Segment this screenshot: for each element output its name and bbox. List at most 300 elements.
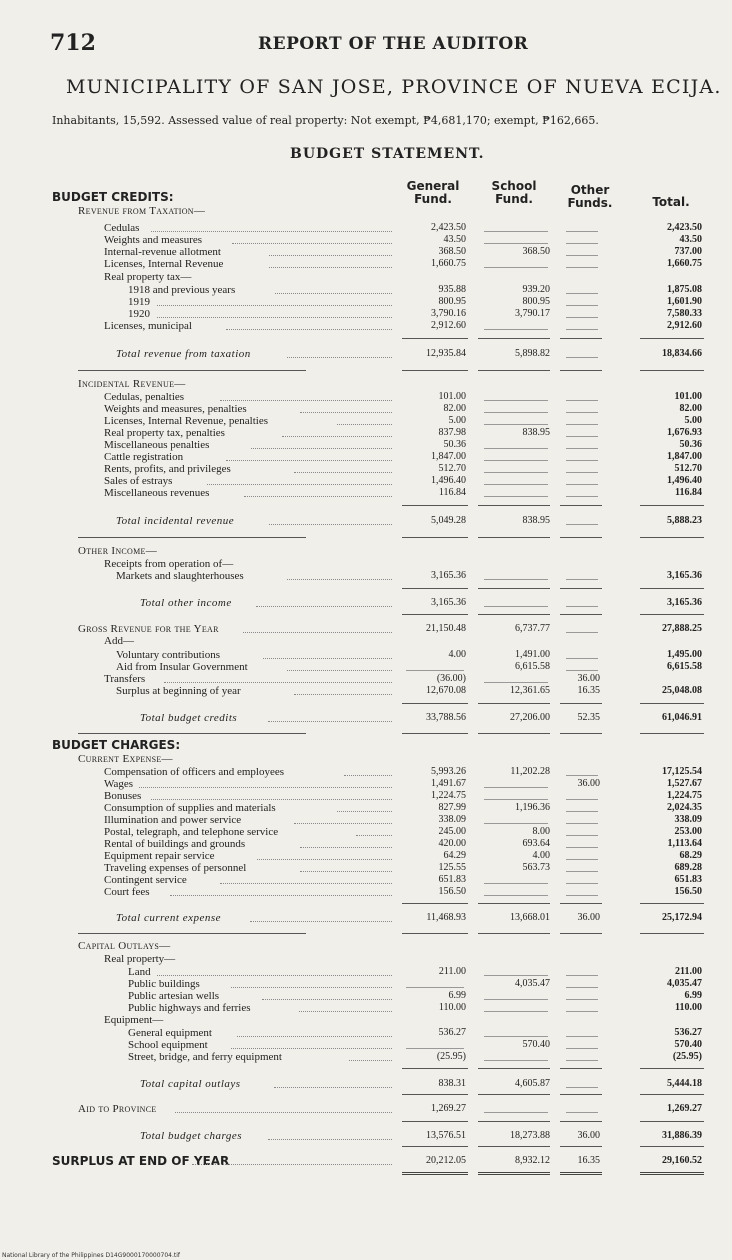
blank-cell-line <box>484 787 548 788</box>
total-value: 651.83 <box>674 874 702 885</box>
blank-cell-line <box>566 329 598 330</box>
total-value: 50.36 <box>679 439 702 450</box>
row-label: Licenses, municipal <box>104 320 192 332</box>
general-fund-value: 64.29 <box>443 850 466 861</box>
row-label: Contingent service <box>104 874 187 886</box>
blank-cell-line <box>484 579 548 580</box>
dot-leader <box>243 632 392 633</box>
blank-cell-line <box>566 317 598 318</box>
total-value: 25,048.08 <box>662 685 702 696</box>
general-fund-value: 211.00 <box>438 966 466 977</box>
school-fund-value: 6,615.58 <box>515 661 550 672</box>
table-row <box>0 545 732 557</box>
school-fund-value: 3,790.17 <box>515 308 550 319</box>
statement-title: BUDGET STATEMENT. <box>290 146 485 162</box>
rule-line <box>640 933 704 934</box>
row-label: Compensation of officers and employees <box>104 766 285 778</box>
rule-line <box>478 1146 550 1147</box>
row-label: Real property tax— <box>104 271 192 283</box>
blank-cell-line <box>484 448 548 449</box>
general-fund-value: 50.36 <box>443 439 466 450</box>
scan-footer: National Library of the Philippines D14G9000170000704.tif <box>2 1252 181 1259</box>
blank-cell-line <box>566 400 598 401</box>
row-label: 1918 and previous years <box>128 284 236 296</box>
total-value: 25,172.94 <box>662 912 702 923</box>
row-label: Total incidental revenue <box>116 515 235 527</box>
rule-line <box>402 505 468 506</box>
general-fund-value: 651.83 <box>438 874 466 885</box>
blank-cell-line <box>566 658 598 659</box>
table-row <box>0 1014 732 1026</box>
rule-line <box>402 903 468 904</box>
row-label: Land <box>128 966 151 978</box>
rule-line <box>478 370 550 371</box>
dot-leader <box>207 484 392 485</box>
general-fund-value: 125.55 <box>438 862 466 873</box>
rule-line <box>478 703 550 704</box>
blank-cell-line <box>566 255 598 256</box>
blank-cell-line <box>566 1011 598 1012</box>
blank-cell-line <box>484 883 548 884</box>
table-row <box>0 1130 732 1142</box>
table-row <box>0 712 732 724</box>
column-total: Total. <box>652 195 690 209</box>
row-label: Street, bridge, and ferry equipment <box>128 1051 282 1063</box>
table-row <box>0 284 732 296</box>
dot-leader <box>226 460 392 461</box>
school-fund-value: 368.50 <box>522 246 550 257</box>
total-value: 3,165.36 <box>667 597 702 608</box>
total-value: 737.00 <box>674 246 702 257</box>
blank-cell-line <box>566 823 598 824</box>
blank-cell-line <box>566 524 598 525</box>
total-value: 29,160.52 <box>662 1155 702 1166</box>
row-label: Capital Outlays— <box>78 940 171 952</box>
general-fund-value: 33,788.56 <box>426 712 466 723</box>
row-label: Surplus at beginning of year <box>116 685 241 697</box>
total-value: 116.84 <box>675 487 702 498</box>
total-value: 5,888.23 <box>667 515 702 526</box>
table-row <box>0 1155 732 1167</box>
rule-line <box>402 1068 468 1069</box>
blank-cell-line <box>566 231 598 232</box>
total-value: 570.40 <box>674 1039 702 1050</box>
school-fund-value: 6,737.77 <box>515 623 550 634</box>
blank-cell-line <box>484 267 548 268</box>
dot-leader <box>344 775 392 776</box>
blank-cell-line <box>566 606 598 607</box>
dot-leader <box>287 357 392 358</box>
row-label: Add— <box>104 635 134 647</box>
table-row <box>0 415 732 427</box>
table-row <box>0 378 732 390</box>
dot-leader <box>220 400 392 401</box>
blank-cell-line <box>566 975 598 976</box>
row-label: Other Income— <box>78 545 158 557</box>
total-value: 253.00 <box>674 826 702 837</box>
rule-line <box>640 733 704 734</box>
total-value: 110.00 <box>675 1002 702 1013</box>
rule-line <box>78 733 306 734</box>
table-row <box>0 739 732 751</box>
blank-cell-line <box>566 424 598 425</box>
dot-leader <box>237 1036 392 1037</box>
total-value: 211.00 <box>675 966 702 977</box>
rule-line <box>478 1172 550 1175</box>
row-label: SURPLUS AT END OF YEAR <box>52 1154 230 1168</box>
total-value: 2,423.50 <box>667 222 702 233</box>
rule-line <box>478 1068 550 1069</box>
total-value: 5,444.18 <box>667 1078 702 1089</box>
row-label: Internal-revenue allotment <box>104 246 221 258</box>
dot-leader <box>294 694 392 695</box>
dot-leader <box>282 436 392 437</box>
total-value: 1,875.08 <box>667 284 702 295</box>
row-label: Markets and slaughterhouses <box>116 570 244 582</box>
general-fund-value: 82.00 <box>443 403 466 414</box>
dot-leader <box>157 317 392 318</box>
general-fund-value: 838.31 <box>438 1078 466 1089</box>
blank-cell-line <box>566 987 598 988</box>
row-label: Cattle registration <box>104 451 184 463</box>
other-funds-value: 36.00 <box>577 912 600 923</box>
dot-leader <box>263 658 392 659</box>
row-label: Licenses, Internal Revenue <box>104 258 224 270</box>
table-row <box>0 451 732 463</box>
table-row <box>0 487 732 499</box>
dot-leader <box>262 999 392 1000</box>
blank-cell-line <box>566 895 598 896</box>
column-school-fund: School Fund. <box>491 179 537 206</box>
blank-cell-line <box>484 243 548 244</box>
table-row <box>0 1002 732 1014</box>
table-row <box>0 661 732 673</box>
row-label: General equipment <box>128 1027 212 1039</box>
blank-cell-line <box>566 1036 598 1037</box>
blank-cell-line <box>566 859 598 860</box>
dot-leader <box>192 1164 392 1165</box>
rule-line <box>560 614 602 615</box>
row-label: Current Expense— <box>78 753 173 765</box>
dot-leader <box>231 987 392 988</box>
general-fund-value: 1,847.00 <box>431 451 466 462</box>
table-row <box>0 475 732 487</box>
blank-cell-line <box>566 799 598 800</box>
column-other-funds: Other Funds. <box>567 183 613 210</box>
school-fund-value: 4,605.87 <box>515 1078 550 1089</box>
school-fund-value: 1,491.00 <box>515 649 550 660</box>
blank-cell-line <box>484 1036 548 1037</box>
total-value: 338.09 <box>674 814 702 825</box>
table-row <box>0 1039 732 1051</box>
general-fund-value: 827.99 <box>438 802 466 813</box>
row-label: Aid from Insular Government <box>116 661 248 673</box>
blank-cell-line <box>484 1011 548 1012</box>
dot-leader <box>244 496 392 497</box>
blank-cell-line <box>566 811 598 812</box>
general-fund-value: (25.95) <box>436 1051 466 1062</box>
blank-cell-line <box>484 1060 548 1061</box>
dot-leader <box>139 787 392 788</box>
general-fund-value: 1,491.67 <box>431 778 466 789</box>
dot-leader <box>268 1139 392 1140</box>
table-row <box>0 570 732 582</box>
school-fund-value: 838.95 <box>522 515 550 526</box>
inhabitants-line: Inhabitants, 15,592. Assessed value of real property: Not exempt, ₱4,681,170; exempt, ₱162,665. <box>52 114 599 127</box>
rule-line <box>478 614 550 615</box>
dot-leader <box>157 305 392 306</box>
dot-leader <box>170 895 392 896</box>
row-label: Aid to Province <box>78 1103 157 1115</box>
rule-line <box>402 614 468 615</box>
table-row <box>0 1078 732 1090</box>
general-fund-value: 1,269.27 <box>431 1103 466 1114</box>
general-fund-value: 3,165.36 <box>431 597 466 608</box>
row-label: Transfers <box>104 673 146 685</box>
general-fund-value: 800.95 <box>438 296 466 307</box>
general-fund-value: 5.00 <box>448 415 466 426</box>
row-label: Public artesian wells <box>128 990 220 1002</box>
general-fund-value: 338.09 <box>438 814 466 825</box>
table-row <box>0 826 732 838</box>
table-row <box>0 966 732 978</box>
general-fund-value: 512.70 <box>438 463 466 474</box>
rule-line <box>640 537 704 538</box>
rule-line <box>640 703 704 704</box>
blank-cell-line <box>484 472 548 473</box>
row-label: Miscellaneous penalties <box>104 439 210 451</box>
total-value: 1,224.75 <box>667 790 702 801</box>
other-funds-value: 16.35 <box>577 685 600 696</box>
rule-line <box>640 588 704 589</box>
blank-cell-line <box>484 606 548 607</box>
row-label: Total current expense <box>116 912 222 924</box>
row-label: Incidental Revenue— <box>78 378 186 390</box>
table-row <box>0 391 732 403</box>
table-row <box>0 940 732 952</box>
school-fund-value: 8,932.12 <box>515 1155 550 1166</box>
row-label: BUDGET CHARGES: <box>52 738 181 752</box>
blank-cell-line <box>566 357 598 358</box>
general-fund-value: 1,224.75 <box>431 790 466 801</box>
total-value: 1,269.27 <box>667 1103 702 1114</box>
rule-line <box>402 537 468 538</box>
rule-line <box>478 903 550 904</box>
school-fund-value: 1,196.36 <box>515 802 550 813</box>
rule-line <box>640 614 704 615</box>
row-label: Weights and measures, penalties <box>104 403 247 415</box>
general-fund-value: 1,496.40 <box>431 475 466 486</box>
rule-line <box>478 537 550 538</box>
rule-line <box>560 370 602 371</box>
total-value: 1,527.67 <box>667 778 702 789</box>
blank-cell-line <box>484 799 548 800</box>
total-value: 7,580.33 <box>667 308 702 319</box>
dot-leader <box>294 472 392 473</box>
total-value: 2,024.35 <box>667 802 702 813</box>
rule-line <box>78 370 306 371</box>
total-value: 512.70 <box>674 463 702 474</box>
dot-leader <box>232 243 392 244</box>
rule-line <box>640 1094 704 1095</box>
total-value: 1,676.93 <box>667 427 702 438</box>
table-row <box>0 1027 732 1039</box>
row-label: Total budget credits <box>140 712 238 724</box>
row-label: Equipment— <box>104 1014 164 1026</box>
dot-leader <box>250 921 392 922</box>
dot-leader <box>294 823 392 824</box>
table-row <box>0 439 732 451</box>
rule-line <box>478 1121 550 1122</box>
blank-cell-line <box>566 835 598 836</box>
dot-leader <box>275 293 392 294</box>
total-value: 1,601.90 <box>667 296 702 307</box>
rule-line <box>560 703 602 704</box>
dot-leader <box>299 1011 392 1012</box>
rule-line <box>640 505 704 506</box>
blank-cell-line <box>566 448 598 449</box>
general-fund-value: 935.88 <box>438 284 466 295</box>
dot-leader <box>356 835 392 836</box>
blank-cell-line <box>566 1048 598 1049</box>
table-row <box>0 222 732 234</box>
table-row <box>0 597 732 609</box>
table-row <box>0 753 732 765</box>
row-label: Total capital outlays <box>140 1078 241 1090</box>
total-value: 82.00 <box>679 403 702 414</box>
table-row <box>0 623 732 635</box>
row-label: 1920 <box>128 308 150 320</box>
rule-line <box>560 1094 602 1095</box>
total-value: 61,046.91 <box>662 712 702 723</box>
row-label: Illumination and power service <box>104 814 242 826</box>
total-value: 18,834.66 <box>662 348 702 359</box>
total-value: 5.00 <box>684 415 702 426</box>
general-fund-value: 11,468.93 <box>426 912 466 923</box>
dot-leader <box>251 448 392 449</box>
total-value: 3,165.36 <box>667 570 702 581</box>
row-label: Court fees <box>104 886 150 898</box>
blank-cell-line <box>484 895 548 896</box>
table-row <box>0 515 732 527</box>
rule-line <box>402 733 468 734</box>
row-label: Rents, profits, and privileges <box>104 463 231 475</box>
rule-line <box>78 537 306 538</box>
general-fund-value: 43.50 <box>443 234 466 245</box>
total-value: 27,888.25 <box>662 623 702 634</box>
table-row <box>0 558 732 570</box>
table-row <box>0 886 732 898</box>
dot-leader <box>300 847 392 848</box>
row-label: Cedulas <box>104 222 140 234</box>
rule-line <box>560 933 602 934</box>
total-value: 1,496.40 <box>667 475 702 486</box>
blank-cell-line <box>566 883 598 884</box>
row-label: School equipment <box>128 1039 208 1051</box>
dot-leader <box>164 682 392 683</box>
row-label: Sales of estrays <box>104 475 173 487</box>
total-value: 1,660.75 <box>667 258 702 269</box>
blank-cell-line <box>484 231 548 232</box>
rule-line <box>478 338 550 339</box>
table-row <box>0 802 732 814</box>
rule-line <box>402 933 468 934</box>
table-row <box>0 308 732 320</box>
rule-line <box>640 1172 704 1175</box>
table-row <box>0 778 732 790</box>
row-label: Postal, telegraph, and telephone service <box>104 826 279 838</box>
general-fund-value: 536.27 <box>438 1027 466 1038</box>
dot-leader <box>220 883 392 884</box>
row-label: Total revenue from taxation <box>116 348 251 360</box>
blank-cell-line <box>484 484 548 485</box>
dot-leader <box>274 1087 392 1088</box>
general-fund-value: 156.50 <box>438 886 466 897</box>
blank-cell-line <box>484 460 548 461</box>
dot-leader <box>151 799 392 800</box>
school-fund-value: 11,202.28 <box>510 766 550 777</box>
rule-line <box>640 370 704 371</box>
table-row <box>0 1051 732 1063</box>
row-label: Public highways and ferries <box>128 1002 251 1014</box>
general-fund-value: 5,049.28 <box>431 515 466 526</box>
dot-leader <box>157 975 392 976</box>
school-fund-value: 4,035.47 <box>515 978 550 989</box>
blank-cell-line <box>566 460 598 461</box>
dot-leader <box>287 579 392 580</box>
school-fund-value: 800.95 <box>522 296 550 307</box>
total-value: 1,495.00 <box>667 649 702 660</box>
row-label: Wages <box>104 778 134 790</box>
rule-line <box>560 903 602 904</box>
dot-leader <box>269 267 392 268</box>
blank-cell-line <box>566 632 598 633</box>
dot-leader <box>337 424 392 425</box>
row-label: Bonuses <box>104 790 142 802</box>
school-fund-value: 27,206.00 <box>510 712 550 723</box>
other-funds-value: 36.00 <box>577 673 600 684</box>
blank-cell-line <box>484 1112 548 1113</box>
rule-line <box>560 1146 602 1147</box>
table-row <box>0 348 732 360</box>
total-value: 17,125.54 <box>662 766 702 777</box>
table-row <box>0 685 732 697</box>
other-funds-value: 36.00 <box>577 1130 600 1141</box>
rule-line <box>560 338 602 339</box>
rule-line <box>402 1121 468 1122</box>
general-fund-value: 116.84 <box>438 487 466 498</box>
table-row <box>0 850 732 862</box>
rule-line <box>402 588 468 589</box>
total-value: 31,886.39 <box>662 1130 702 1141</box>
table-row <box>0 766 732 778</box>
rule-line <box>560 1172 602 1175</box>
rule-line <box>560 733 602 734</box>
table-row <box>0 205 732 217</box>
row-label: Revenue from Taxation— <box>78 205 206 217</box>
school-fund-value: 5,898.82 <box>515 348 550 359</box>
table-row <box>0 403 732 415</box>
blank-cell-line <box>566 1060 598 1061</box>
rule-line <box>640 903 704 904</box>
rule-line <box>478 505 550 506</box>
row-label: Licenses, Internal Revenue, penalties <box>104 415 269 427</box>
blank-cell-line <box>406 987 464 988</box>
general-fund-value: 4.00 <box>448 649 466 660</box>
rule-line <box>402 1146 468 1147</box>
dot-leader <box>287 670 392 671</box>
rule-line <box>402 1094 468 1095</box>
